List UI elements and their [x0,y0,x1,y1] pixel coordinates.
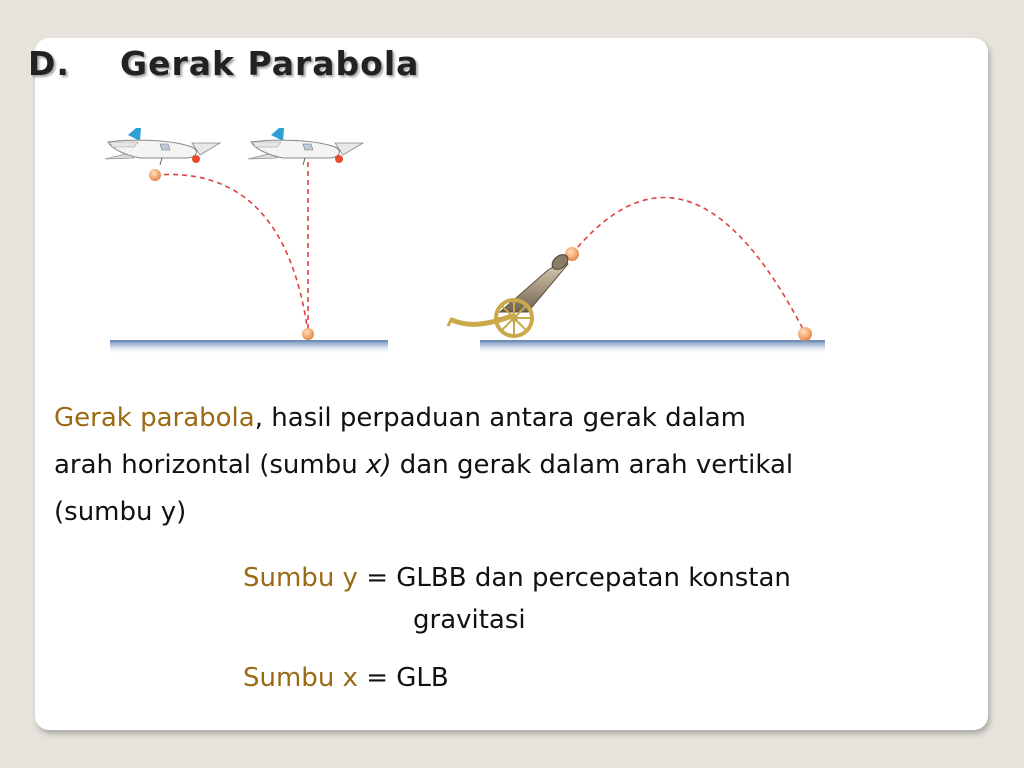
section-label: D. [28,44,70,83]
cannonball-landed [798,327,812,341]
airplane-icon [248,128,363,165]
equation-x [243,663,449,693]
definition-paragraph [54,395,954,536]
trajectory-curved [155,174,308,333]
equation-y-rhs: = GLBB dan percepatan konstan [366,563,791,593]
equation-y-rhs-cont: gravitasi [413,605,526,635]
definition-line-3 [54,489,954,536]
definition-text-2b: dan gerak dalam arah vertikal [391,450,794,480]
ground-left [110,340,388,354]
projectile-illustration [0,0,1024,380]
definition-term: Gerak parabola [54,403,255,433]
definition-line-2 [54,442,954,489]
definition-text-1: , hasil perpaduan antara gerak dalam [254,403,746,433]
equation-y-label: Sumbu y [243,563,358,593]
equation-x-label: Sumbu x [243,663,358,693]
ball-landed-left [302,328,314,340]
cannon-icon [448,252,571,336]
equation-y [243,563,791,593]
trajectory-cannon [572,197,805,333]
equation-x-rhs: = GLB [366,663,449,693]
equation-y-continued [413,605,526,635]
definition-text-3: (sumbu y) [54,497,187,527]
definition-text-2a: arah horizontal (sumbu [54,450,366,480]
ball-released [149,169,161,181]
definition-axis-x: x) [366,450,392,480]
ground-right [480,340,825,354]
title-text: Gerak Parabola [120,44,420,83]
definition-line-1 [54,395,954,442]
airplane-icon [105,128,220,165]
